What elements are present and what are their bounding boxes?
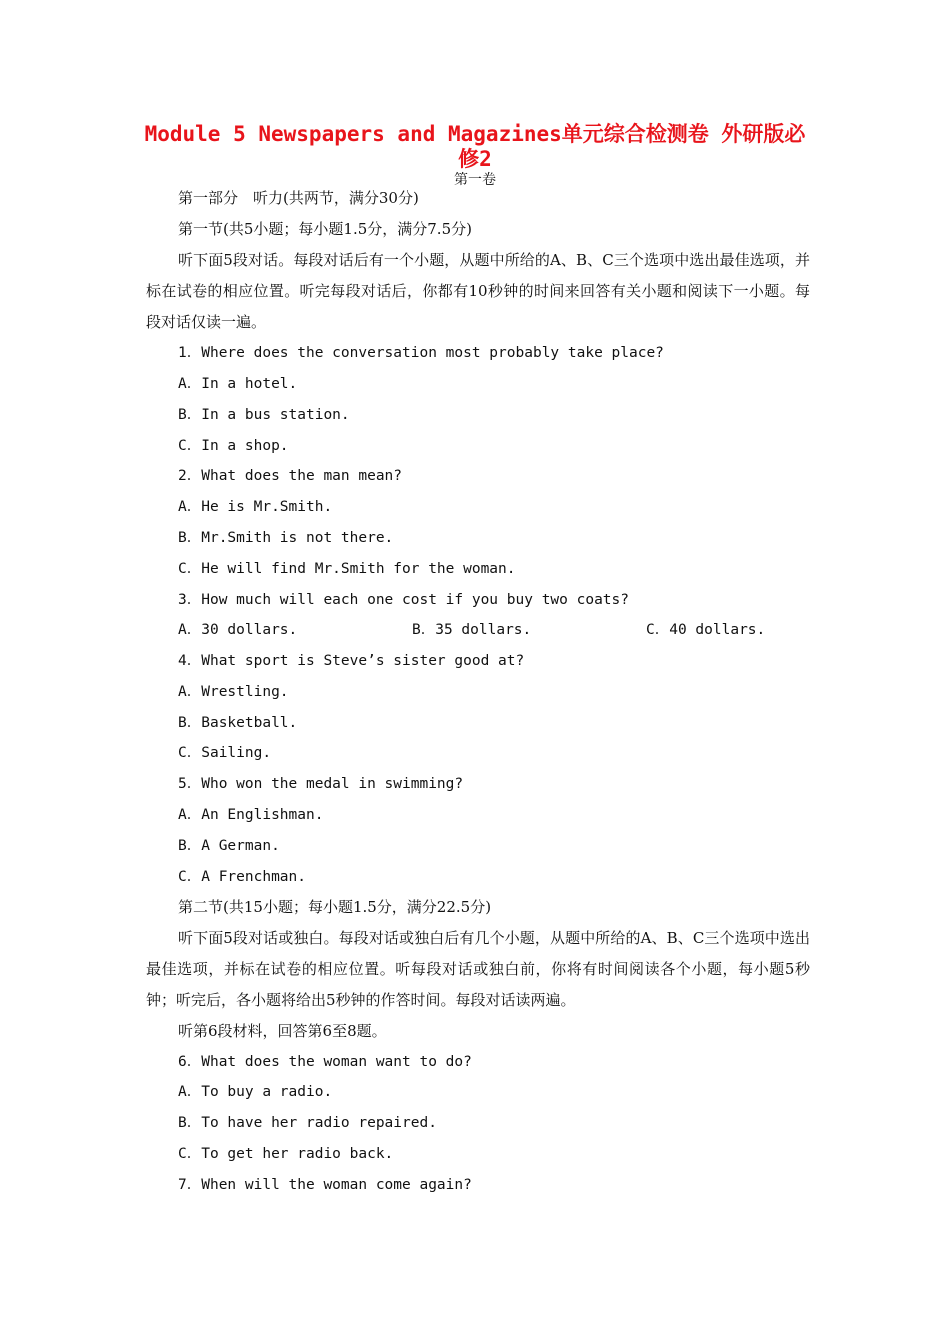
question-3-stem: 3．How much will each one cost if you buy two coats? [178,592,629,608]
material-6-heading: 听第6段材料，回答第6至8题。 [178,1022,387,1040]
question-3-option-c: C．40 dollars. [646,622,766,638]
section2-instructions: 听下面5段对话或独白。每段对话或独白后有几个小题，从题中所给的A、B、C三个选项中选出最佳选项，并标在试卷的相应位置。听每段对话或独白前，你将有时间阅读各个小题，每小题5秒钟；听完后，各小题将给出5秒钟的作答时间。每段对话读两遍。 [146,929,810,1009]
question-6-option-a: A．To buy a radio. [178,1084,333,1100]
question-2-option-c: C．He will find Mr.Smith for the woman. [178,561,516,577]
question-3-option-a: A．30 dollars. [178,622,298,638]
question-2-stem: 2．What does the man mean? [178,468,403,484]
section1-instructions: 听下面5段对话。每段对话后有一个小题，从题中所给的A、B、C三个选项中选出最佳选项，并标在试卷的相应位置。听完每段对话后，你都有10秒钟的时间来回答有关小题和阅读下一小题。每段对话仅读一遍。 [146,251,810,331]
question-7-stem: 7．When will the woman come again? [178,1177,472,1193]
section2-heading: 第二节(共15小题；每小题1.5分，满分22.5分) [178,898,492,916]
question-6-stem: 6．What does the woman want to do? [178,1054,472,1070]
question-4-stem: 4．What sport is Steve’s sister good at? [178,653,525,669]
question-4-option-b: B．Basketball. [178,715,298,731]
question-6-option-b: B．To have her radio repaired. [178,1115,437,1131]
question-5-option-c: C．A Frenchman. [178,869,306,885]
question-2-option-a: A．He is Mr.Smith. [178,499,333,515]
question-2-option-b: B．Mr.Smith is not there. [178,530,394,546]
question-6-option-c: C．To get her radio back. [178,1146,394,1162]
question-1-stem: 1．Where does the conversation most probably take place? [178,345,664,361]
question-4-option-a: A．Wrestling. [178,684,289,700]
part1-heading: 第一部分 听力(共两节，满分30分) [178,189,419,207]
question-1-option-c: C．In a shop. [178,438,289,454]
question-4-option-c: C．Sailing. [178,745,272,761]
question-5-option-a: A．An Englishman. [178,807,324,823]
question-1-option-b: B．In a bus station. [178,407,350,423]
question-5-option-b: B．A German. [178,838,280,854]
section1-heading: 第一节(共5小题；每小题1.5分，满分7.5分) [178,220,472,238]
document-title: Module 5 Newspapers and Magazines单元综合检测卷 外研版必修2 [144,122,806,171]
question-1-option-a: A．In a hotel. [178,376,298,392]
question-3-option-b: B．35 dollars. [412,622,532,638]
volume-label: 第一卷 [454,172,496,188]
question-5-stem: 5．Who won the medal in swimming? [178,776,464,792]
